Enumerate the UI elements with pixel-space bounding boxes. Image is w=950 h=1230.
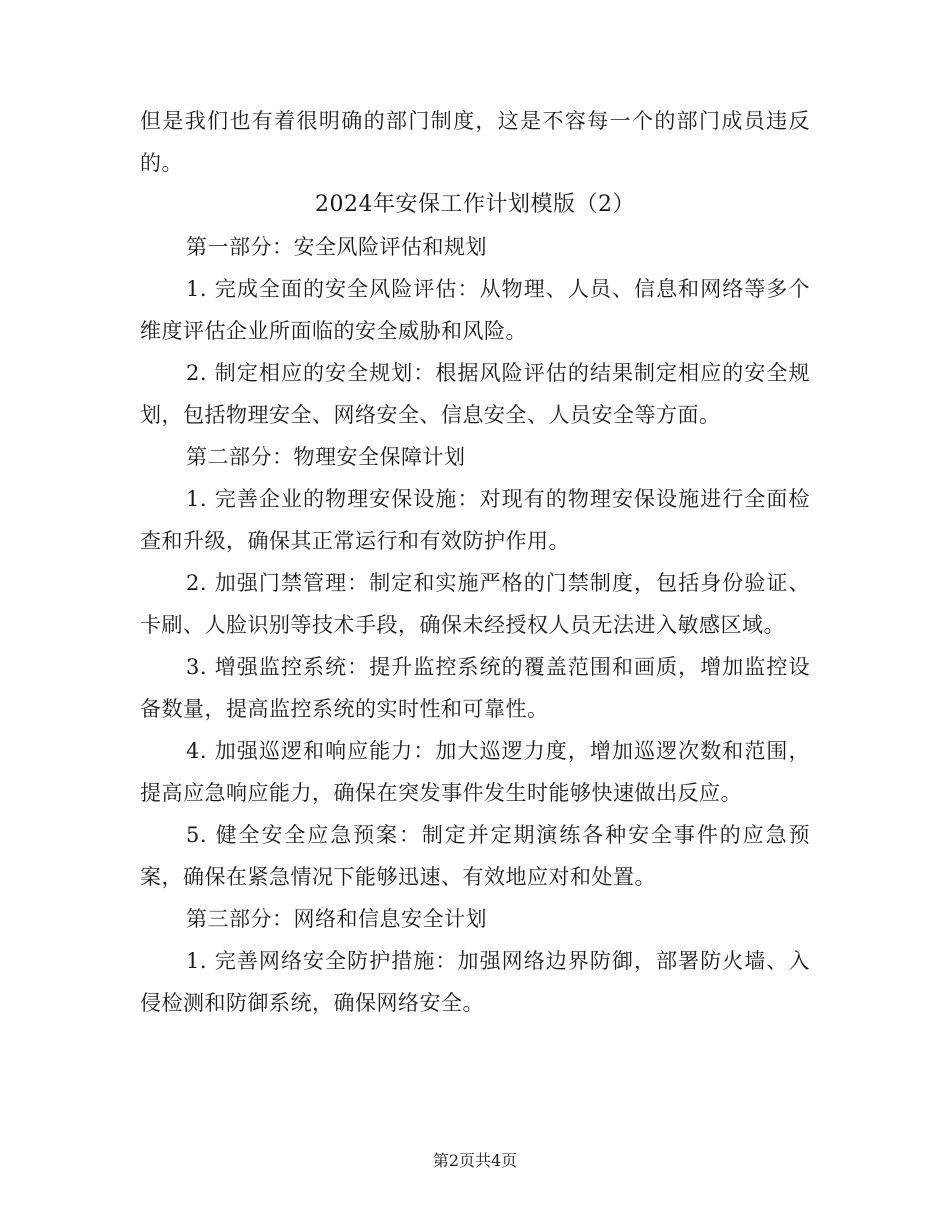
document-body — [140, 100, 810, 1024]
paragraph: 2. 制定相应的安全规划：根据风险评估的结果制定相应的安全规划，包括物理安全、网络安全、信息安全、人员安全等方面。 — [140, 361, 810, 427]
paragraph: 1. 完成全面的安全风险评估：从物理、人员、信息和网络等多个维度评估企业所面临的安全威胁和风险。 — [140, 277, 810, 343]
continuation-paragraph: 但是我们也有着很明确的部门制度，这是不容每一个的部门成员违反的。 — [140, 109, 810, 175]
paragraph: 2. 加强门禁管理：制定和实施严格的门禁制度，包括身份验证、卡刷、人脸识别等技术手段，确保未经授权人员无法进入敏感区域。 — [140, 571, 810, 637]
page-footer: 第2页共4页 — [432, 1151, 518, 1170]
paragraph: 4. 加强巡逻和响应能力：加大巡逻力度，增加巡逻次数和范围，提高应急响应能力，确保在突发事件发生时能够快速做出反应。 — [140, 739, 810, 805]
paragraph: 5. 健全安全应急预案：制定并定期演练各种安全事件的应急预案，确保在紧急情况下能够迅速、有效地应对和处置。 — [140, 823, 810, 889]
paragraph: 1. 完善网络安全防护措施：加强网络边界防御，部署防火墙、入侵检测和防御系统，确保网络安全。 — [140, 949, 810, 1015]
paragraph: 3. 增强监控系统：提升监控系统的覆盖范围和画质，增加监控设备数量，提高监控系统的实时性和可靠性。 — [140, 655, 810, 721]
section-heading-1: 第一部分：安全风险评估和规划 — [186, 235, 487, 259]
section-heading-2: 第二部分：物理安全保障计划 — [186, 445, 466, 469]
paragraph: 1. 完善企业的物理安保设施：对现有的物理安保设施进行全面检查和升级，确保其正常运行和有效防护作用。 — [140, 487, 810, 553]
section-heading-3: 第三部分：网络和信息安全计划 — [186, 907, 487, 931]
document-title: 2024年安保工作计划模版（2） — [315, 192, 635, 217]
